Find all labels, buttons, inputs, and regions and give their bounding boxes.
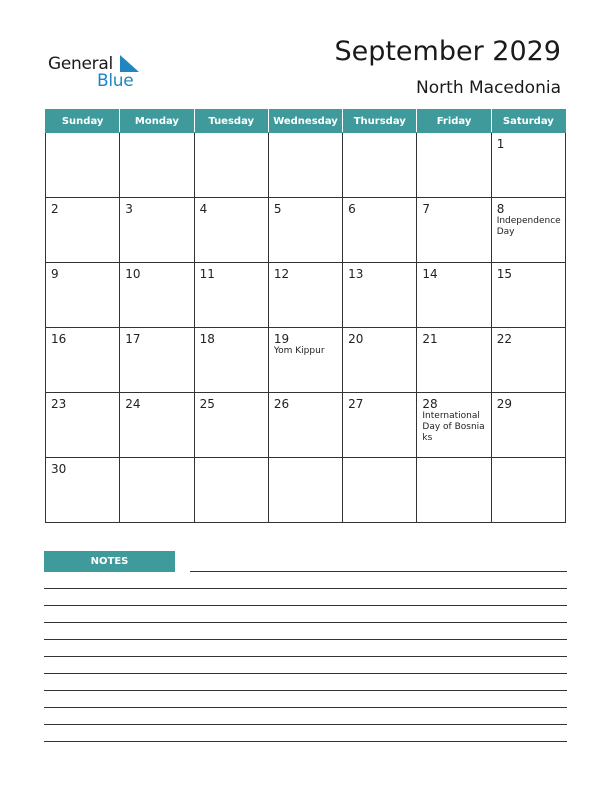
day-number: 8 (496, 202, 505, 216)
day-number (195, 133, 268, 137)
day-number: 6 (348, 202, 356, 216)
day-number (120, 458, 193, 462)
day-cell (268, 263, 342, 328)
day-number: 18 (199, 332, 215, 346)
day-number: 21 (422, 332, 438, 346)
day-cell (268, 328, 342, 393)
day-cell (417, 263, 491, 328)
day-cell (46, 458, 120, 523)
day-cell (120, 458, 194, 523)
day-number: 9 (51, 267, 59, 281)
day-number (417, 133, 490, 137)
day-number (343, 133, 416, 137)
note-line (44, 656, 567, 657)
day-number: 17 (125, 332, 141, 346)
day-number: 24 (125, 397, 141, 411)
day-cell (194, 328, 268, 393)
day-number: 3 (125, 202, 133, 216)
note-line (44, 707, 567, 708)
weekday-header: Sunday (46, 110, 120, 133)
day-number (417, 458, 490, 462)
day-cell (491, 263, 565, 328)
day-cell (491, 328, 565, 393)
day-number: 22 (496, 332, 512, 346)
day-number (120, 133, 193, 137)
day-number: 23 (51, 397, 67, 411)
note-line (190, 571, 567, 572)
page-title: September 2029 (334, 36, 561, 67)
calendar-grid (45, 109, 566, 523)
day-number: 11 (199, 267, 215, 281)
day-cell (343, 328, 417, 393)
day-number: 29 (496, 397, 512, 411)
day-cell (268, 133, 342, 198)
week-row (46, 393, 566, 458)
note-line (44, 741, 567, 742)
day-number: 16 (51, 332, 67, 346)
holiday-label: International Day of Bosniaks (422, 411, 485, 443)
note-line (44, 639, 567, 640)
weekday-header: Monday (120, 110, 194, 133)
weekday-header: Thursday (343, 110, 417, 133)
day-cell (417, 198, 491, 263)
day-cell (46, 328, 120, 393)
day-cell (417, 133, 491, 198)
country-name: North Macedonia (416, 78, 561, 98)
day-cell (491, 458, 565, 523)
day-cell (120, 263, 194, 328)
day-cell (491, 198, 565, 263)
weekday-header: Wednesday (268, 110, 342, 133)
note-line (44, 605, 567, 606)
note-line (44, 588, 567, 589)
day-number: 27 (348, 397, 364, 411)
day-cell (46, 133, 120, 198)
day-cell (268, 393, 342, 458)
day-cell (46, 263, 120, 328)
day-number: 13 (348, 267, 364, 281)
day-number: 25 (199, 397, 215, 411)
day-cell (194, 458, 268, 523)
brand-logo (48, 52, 158, 92)
logo-word-general: General (48, 54, 113, 74)
day-number: 10 (125, 267, 141, 281)
week-row (46, 458, 566, 523)
day-cell (120, 198, 194, 263)
week-row (46, 133, 566, 198)
day-cell (120, 393, 194, 458)
notes-label: NOTES (44, 551, 175, 572)
weekday-header: Saturday (491, 110, 565, 133)
day-number (492, 458, 565, 462)
day-number: 12 (273, 267, 290, 281)
day-number (195, 458, 268, 462)
day-number: 20 (348, 332, 364, 346)
day-number: 19 (273, 332, 290, 346)
day-number: 2 (51, 202, 59, 216)
note-line (44, 673, 567, 674)
note-line (44, 690, 567, 691)
day-number (269, 458, 342, 462)
day-cell (268, 458, 342, 523)
week-row (46, 328, 566, 393)
holiday-label: Yom Kippur (273, 346, 325, 356)
day-number: 4 (199, 202, 208, 216)
day-cell (343, 198, 417, 263)
day-cell (343, 133, 417, 198)
day-number (343, 458, 416, 462)
day-cell (46, 393, 120, 458)
day-number (269, 133, 342, 137)
day-cell (491, 133, 565, 198)
day-number: 5 (273, 202, 282, 216)
logo-word-blue: Blue (97, 71, 134, 91)
day-cell (491, 393, 565, 458)
day-cell (120, 328, 194, 393)
day-cell (46, 198, 120, 263)
weekday-header-row (46, 110, 566, 133)
weekday-header: Friday (417, 110, 491, 133)
day-cell (417, 328, 491, 393)
day-number: 1 (496, 137, 505, 151)
day-cell (120, 133, 194, 198)
day-cell (194, 263, 268, 328)
day-number: 28 (422, 397, 438, 411)
day-cell (343, 263, 417, 328)
day-cell (343, 458, 417, 523)
holiday-label: Independence Day (496, 216, 561, 237)
note-line (44, 622, 567, 623)
day-cell (268, 198, 342, 263)
day-cell (343, 393, 417, 458)
day-number (46, 133, 119, 137)
week-row (46, 198, 566, 263)
day-cell (194, 133, 268, 198)
note-line (44, 724, 567, 725)
day-cell (417, 458, 491, 523)
weekday-header: Tuesday (194, 110, 268, 133)
week-row (46, 263, 566, 328)
day-cell (194, 393, 268, 458)
day-cell (417, 393, 491, 458)
day-cell (194, 198, 268, 263)
day-number: 26 (273, 397, 290, 411)
day-number: 30 (51, 462, 67, 476)
day-number: 15 (496, 267, 512, 281)
day-number: 14 (422, 267, 438, 281)
day-number: 7 (422, 202, 431, 216)
